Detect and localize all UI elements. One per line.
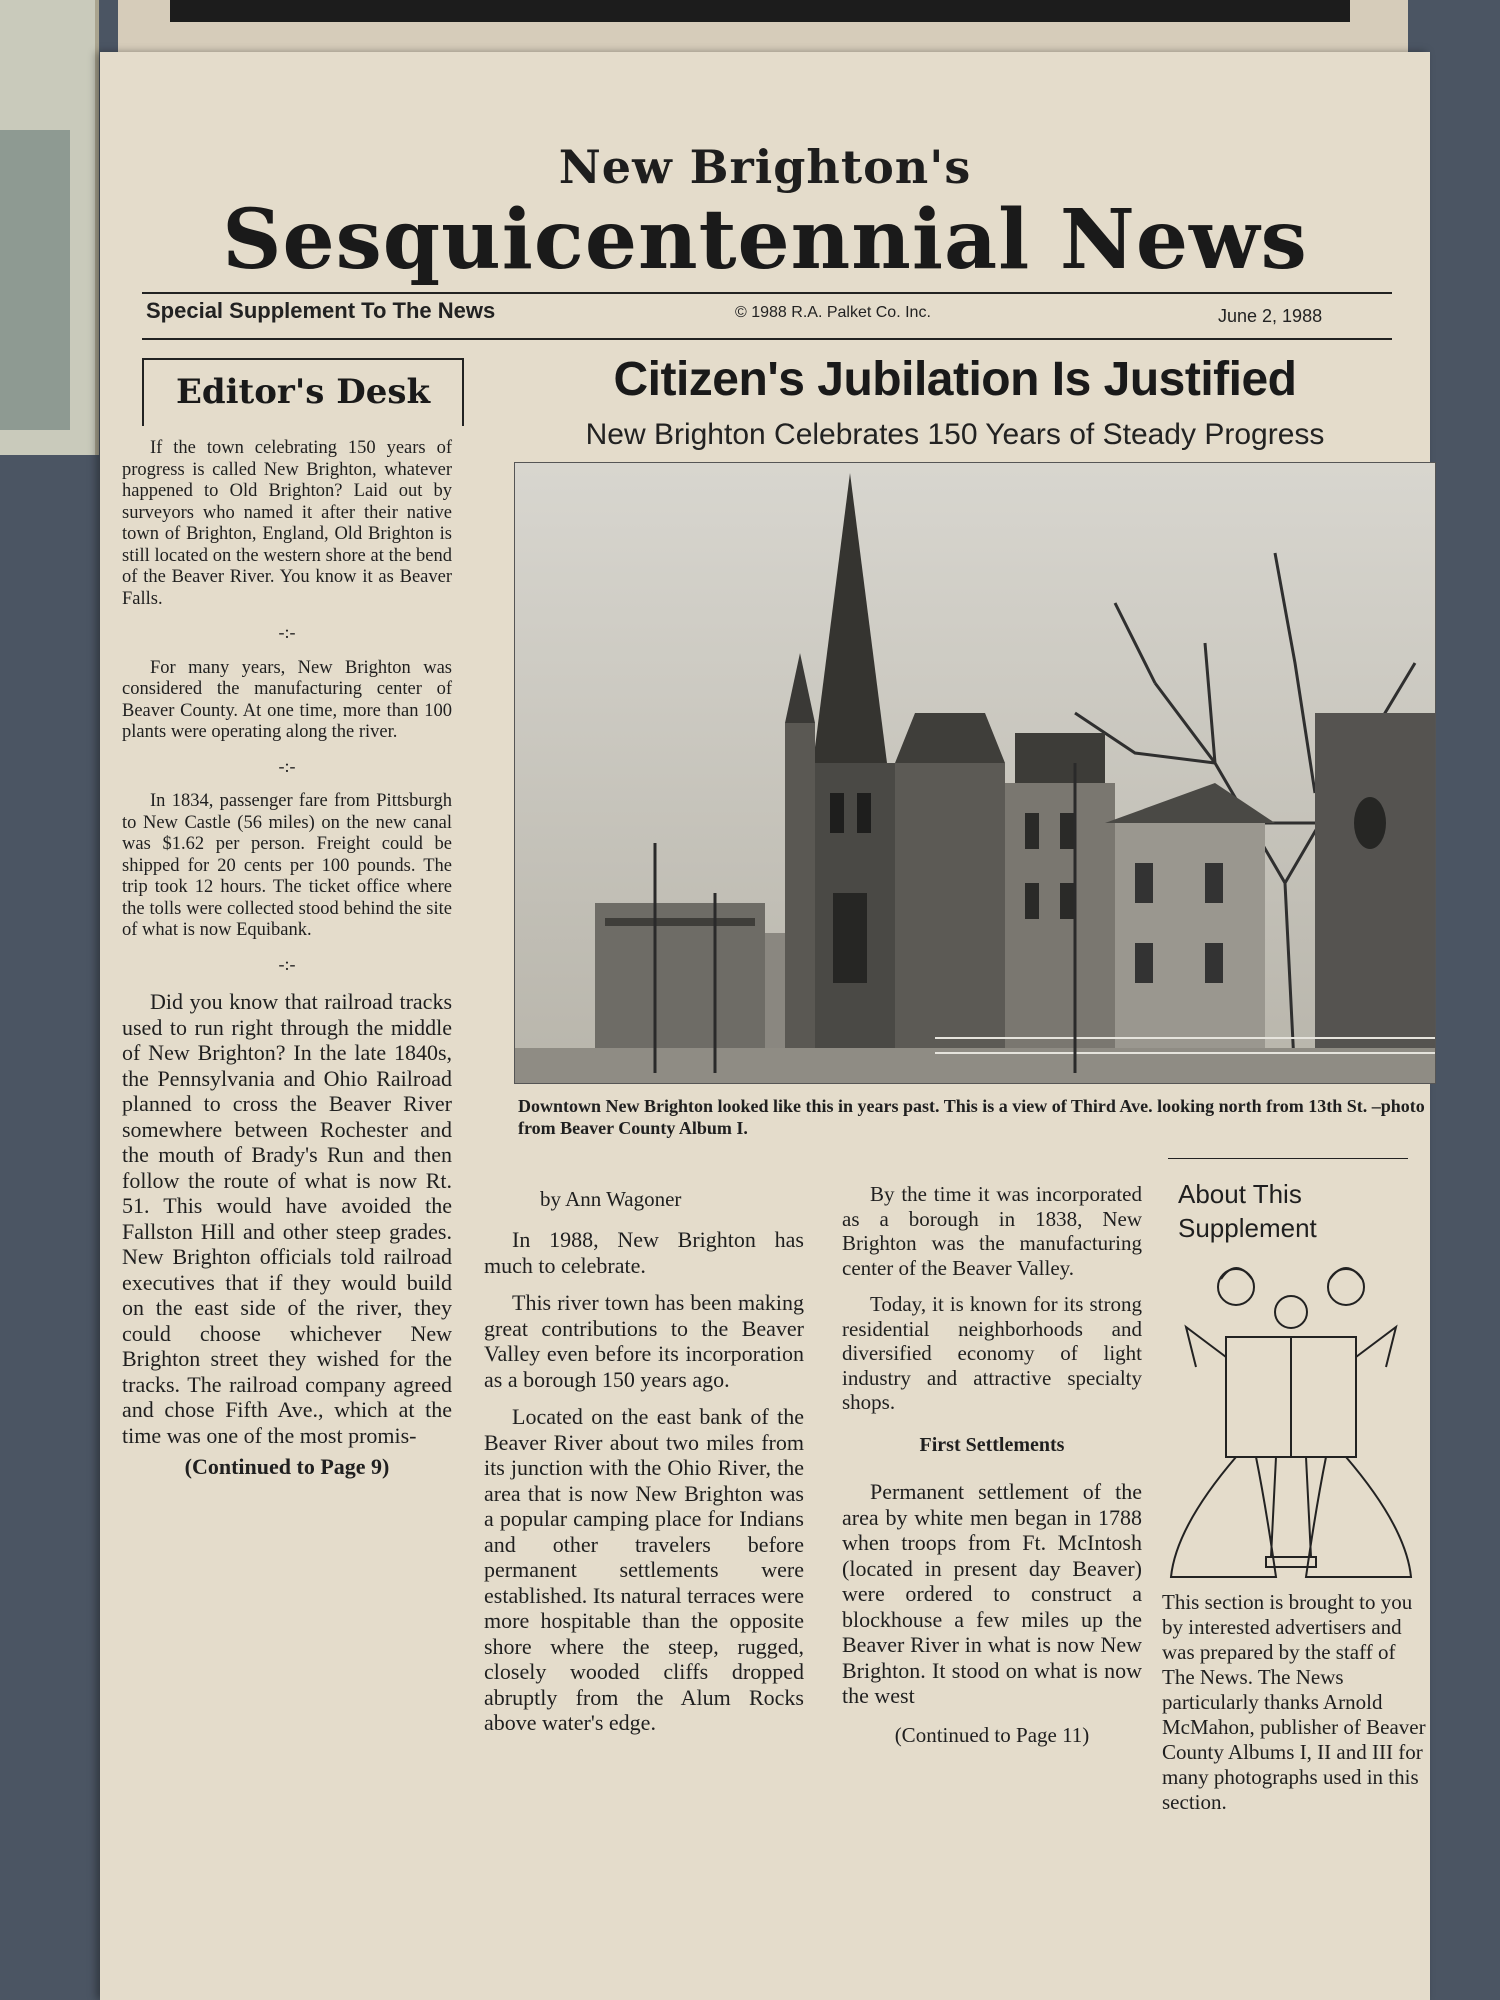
separator: -:- [278,953,296,974]
masthead-title: Sesquicentennial News [222,192,1308,288]
first-settlements-subheading: First Settlements [919,1433,1065,1456]
photo-caption: Downtown New Brighton looked like this in years past. This is a view of Third Ave. looking north from 13th St. –photo from Beaver County Album I. [518,1096,1425,1138]
newspaper-page [100,52,1430,2000]
byline: by Ann Wagoner [540,1187,682,1211]
article-column-1 [484,1227,804,1748]
editor-continued: (Continued to Page 9) [184,1454,390,1479]
editor-paragraph-1: If the town celebrating 150 years of progress is called New Brighton, whatever happened to Old Brighton? Laid out by surveyors who named it after their native town of Brighton, England, Old Brighton is still located on the western shore at the bend of the Beaver River. You know it as Beaver Falls. [122,438,452,609]
supplement-label: Special Supplement To The News [146,298,496,323]
copyright-notice: © 1988 R.A. Palket Co. Inc. [735,304,931,321]
article-paragraph: Permanent settlement of the area by white men began in 1788 when troops from Ft. McIntosh (located in present day Beaver) were ordered to construct a blockhouse a few miles up the Beaver River in what is now New Brighton. It stood on what is now the west [842,1479,1142,1708]
church-street-image [515,463,1435,1083]
about-heading-line-1: About This [1178,1179,1302,1209]
about-text: This section is brought to you by interested advertisers and was prepared by the staff of The News. The News particularly thanks Arnold McMahon, publisher of Beaver County Albums I, II and III for many photographs used in this section. [1162,1590,1426,1814]
editor-paragraph-4: Did you know that railroad tracks used to run right through the middle of New Brighton? In the late 1840s, the Pennsylvania and Ohio Railroad planned to cross the Beaver River somewhere between Rochester and the mouth of Brady's Run and then follow the route of what is now Rt. 51. This would have avoided the Fallston Hill and other steep grades. New Brighton officials told railroad executives that if they would build on the east side of the river, they could choose whichever New Brighton street they wished for the tracks. The railroad company agreed and chose Fifth Ave., which at the time was one of the most promis- [122,989,452,1448]
article-paragraph: This river town has been making great contributions to the Beaver Valley even before its incorporation as a borough 150 years ago. [484,1290,804,1392]
separator: -:- [278,755,296,776]
about-heading [1178,1177,1398,1245]
editor-paragraph-3: In 1834, passenger fare from Pittsburgh to New Castle (56 miles) on the new canal was $1.62 per person. Freight could be shipped for 20 cents per 100 pounds. The trip took 12 hours. The ticket office where the tolls were collected stood behind the site of what is now Equibank. [122,791,452,940]
issue-date: June 2, 1988 [1218,306,1323,326]
separator: -:- [278,622,296,642]
editor-desk-column [122,438,452,1478]
editor-paragraph-2: For many years, New Brighton was considered the manufacturing center of Beaver County. At one time, more than 100 plants were operating along the river. [122,657,452,742]
masthead-small-title: New Brighton's [558,140,972,194]
article-paragraph: Located on the east bank of the Beaver River about two miles from its junction with the Ohio River, the area that is now New Brighton was a popular camping place for Indians and other travelers before permanent settlements were established. Its natural terraces were more hospitable than the opposite shore where the steep, rugged, closely wooded cliffs dropped abruptly from the Alum Rocks above water's edge. [484,1404,804,1735]
masthead-rule-bottom [142,338,1392,340]
editor-desk-box [142,358,464,426]
background-magazine [0,0,99,455]
masthead-rule-top [142,292,1392,294]
about-rule [1168,1158,1408,1159]
editor-desk-heading: Editor's Desk [175,372,431,412]
readers-illustration [1166,1257,1416,1587]
article-paragraph: Today, it is known for its strong residential neighborhoods and diversified economy of light industry and attractive specialty shops. [842,1292,1142,1414]
background-newspaper-edge [170,0,1350,22]
article-paragraph: By the time it was incorporated as a borough in 1838, New Brighton was the manufacturing center of the Beaver Valley. [842,1182,1142,1280]
subheadline: New Brighton Celebrates 150 Years of Steady Progress [585,418,1325,451]
about-heading-line-2: Supplement [1178,1213,1317,1243]
article-column-2 [842,1182,1142,1747]
downtown-photo [514,462,1436,1084]
newspaper-readers-drawing [1166,1257,1416,1587]
article-paragraph: In 1988, New Brighton has much to celebrate. [484,1227,804,1278]
headline: Citizen's Jubilation Is Justified [613,353,1297,406]
article-continued: (Continued to Page 11) [894,1722,1090,1747]
background-magazine-picture [0,130,70,430]
